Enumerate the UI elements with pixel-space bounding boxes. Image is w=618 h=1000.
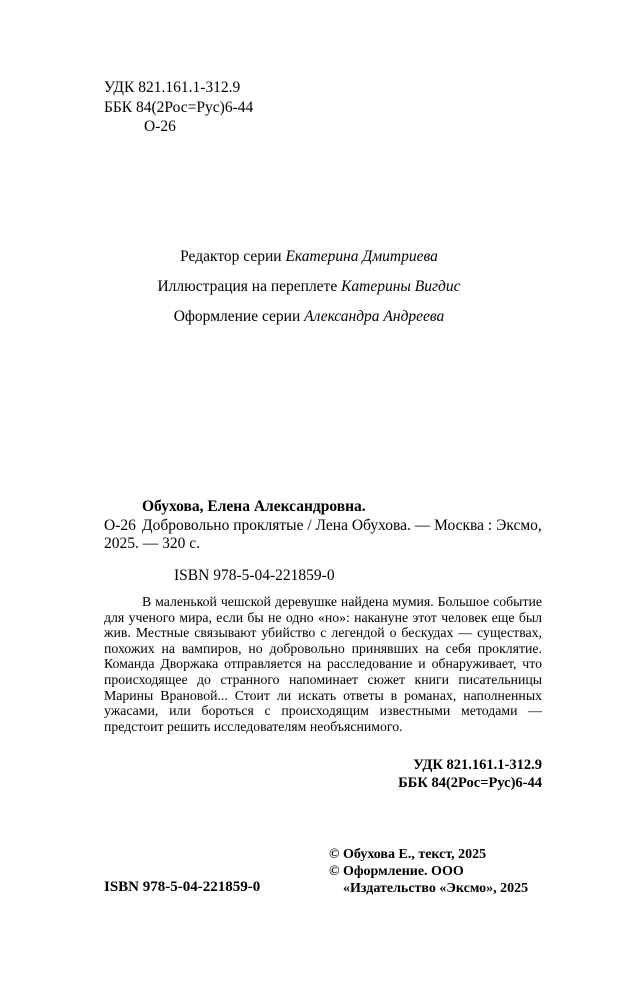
annotation-text: В маленькой чешской деревушке найдена мумия. Большое событие для ученого мира, если бы не одно «но»: накануне этот человек еще был жив. Местные связывают убийство с легендой о бескудах — существах, похожих на вампиров, но добровольно принявших на себя проклятие. Команда Дворжака отправляется на расследование и обнаруживает, что происходящее до странного напоминает сюжет книги писательницы Марины Врановой... Стоит ли искать ответы в романах, наполненных ужасами, или бороться с происходящим известными методами — предстоит решить исследователям необъяснимого. bbox=[104, 594, 542, 734]
credit-line-illustration bbox=[0, 272, 618, 302]
udk-code-bottom: УДК 821.161.1-312.9 bbox=[413, 757, 542, 773]
credit-design-prefix: Оформление серии bbox=[173, 308, 305, 325]
credit-illustration-prefix: Иллюстрация на переплете bbox=[157, 278, 342, 295]
bibliographic-entry bbox=[104, 498, 542, 585]
credit-editor-name: Екатерина Дмитриева bbox=[285, 248, 438, 265]
entry-author: Обухова, Елена Александровна. bbox=[142, 498, 366, 515]
credit-illustration-name: Катерины Вигдис bbox=[341, 278, 461, 295]
entry-bibliography-text: Добровольно проклятые / Лена Обухова. — Москва : Эксмо, 2025. — 320 с. bbox=[104, 516, 542, 552]
bottom-classification-codes bbox=[104, 757, 542, 792]
bbk-code-top: ББК 84(2Рос=Рус)6-44 bbox=[104, 98, 254, 116]
top-classification-codes bbox=[104, 78, 253, 137]
entry-isbn: ISBN 978-5-04-221859-0 bbox=[174, 566, 335, 584]
credit-line-design bbox=[0, 302, 618, 332]
isbn-bottom: ISBN 978-5-04-221859-0 bbox=[104, 879, 261, 895]
annotation-block bbox=[104, 594, 542, 734]
credit-design-name: Александра Андреева bbox=[304, 308, 445, 325]
author-sign-code-top: О-26 bbox=[144, 118, 176, 135]
series-credits bbox=[0, 242, 618, 332]
copyright-line-author: © Обухова Е., текст, 2025 bbox=[329, 847, 487, 862]
copyright-line-publisher: © Оформление. ООО «Издательство «Эксмо», 2025 bbox=[329, 864, 529, 896]
credit-line-editor bbox=[0, 242, 618, 272]
credit-editor-prefix: Редактор серии bbox=[180, 248, 286, 265]
udk-code-top: УДК 821.161.1-312.9 bbox=[104, 79, 241, 96]
copyright-block bbox=[329, 846, 551, 897]
entry-author-sign-code: О-26 bbox=[104, 516, 136, 534]
bbk-code-bottom: ББК 84(2Рос=Рус)6-44 bbox=[398, 774, 542, 791]
entry-bibliography-paragraph bbox=[104, 517, 542, 554]
